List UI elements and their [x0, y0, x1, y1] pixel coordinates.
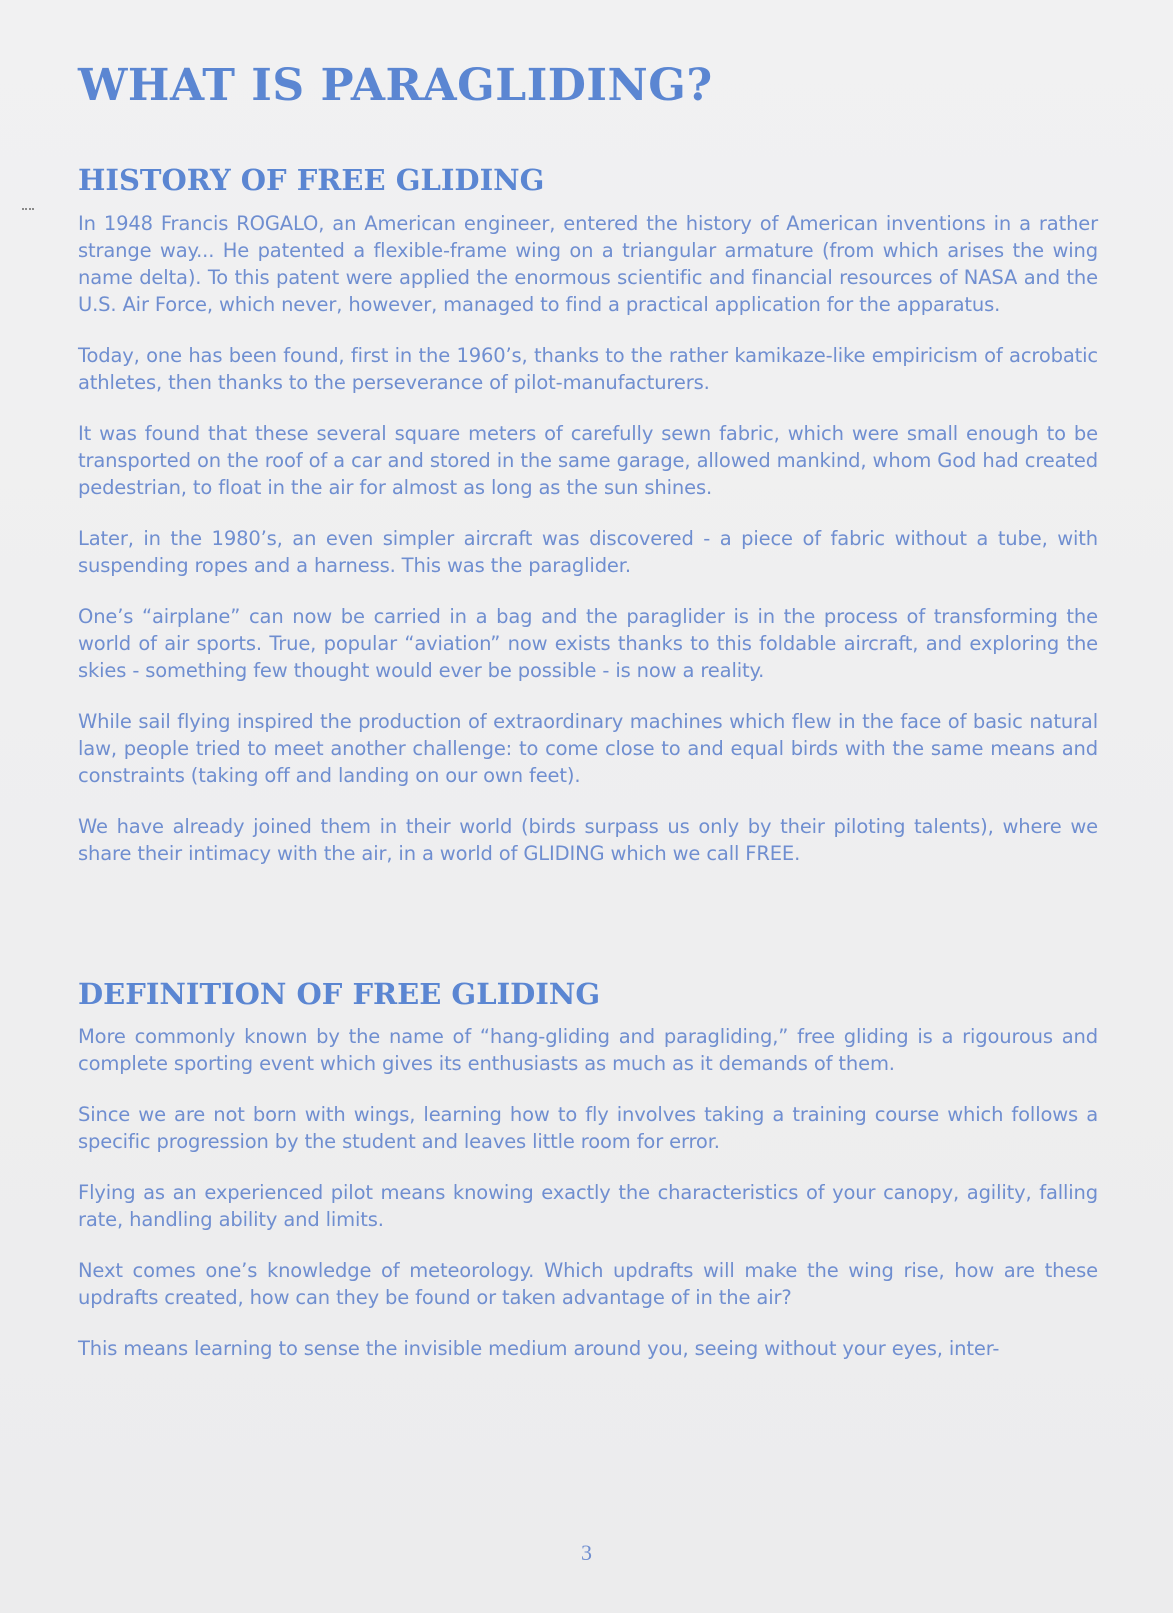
- section-heading-definition: DEFINITION OF FREE GLIDING: [78, 976, 601, 1011]
- history-paragraph-4: Later, in the 1980’s, an even simpler aircraft was discovered - a piece of fabric without a tube, with suspending ropes and a harness. This was the paraglider.: [78, 526, 1098, 577]
- history-paragraph-6: While sail flying inspired the production of extraordinary machines which flew in the face of basic natural law, people tried to meet another challenge: to come close to and equal birds with the same means and constraints (taking off and landing on our own feet).: [78, 709, 1098, 787]
- history-paragraph-1: In 1948 Francis ROGALO, an American engineer, entered the history of American inventions in a rather strange way... He patented a flexible-frame wing on a triangular armature (from which arises the wing name delta). To this patent were applied the enormous scientific and financial resources of NASA and the U.S. Air Force, which never, however, managed to find a practical application for the apparatus.: [78, 211, 1098, 316]
- definition-paragraph-4: Next comes one’s knowledge of meteorology. Which updrafts will make the wing rise, how are these updrafts created, how can they be found or taken advantage of in the air?: [78, 1259, 1098, 1310]
- page-number: 3: [581, 1540, 592, 1565]
- page-content: [78, 60, 1098, 1362]
- definition-paragraph-2: Since we are not born with wings, learning how to fly involves taking a training course which follows a specific progression by the student and leaves little room for error.: [78, 1103, 1098, 1154]
- definition-paragraph-3: Flying as an experienced pilot means knowing exactly the characteristics of your canopy, agility, falling rate, handling ability and limits.: [78, 1181, 1098, 1232]
- definition-paragraph-1: More commonly known by the name of “hang-gliding and paragliding,” free gliding is a rigourous and complete sporting event which gives its enthusiasts as much as it demands of them.: [78, 1025, 1098, 1076]
- history-paragraph-2: Today, one has been found, first in the 1960’s, thanks to the rather kamikaze-like empiricism of acrobatic athletes, then thanks to the perseverance of pilot-manufacturers.: [78, 343, 1098, 394]
- definition-paragraph-5: This means learning to sense the invisible medium around you, seeing without your eyes, inter-: [78, 1337, 1000, 1361]
- scan-mark: [22, 208, 34, 212]
- page-title: WHAT IS PARAGLIDING?: [78, 60, 713, 111]
- history-paragraph-3: It was found that these several square meters of carefully sewn fabric, which were small enough to be transported on the roof of a car and stored in the same garage, allowed mankind, whom God had created pedestrian, to float in the air for almost as long as the sun shines.: [78, 421, 1098, 499]
- history-paragraph-7: We have already joined them in their world (birds surpass us only by their piloting talents), where we share their intimacy with the air, in a world of GLIDING which we call FREE.: [78, 814, 1098, 865]
- section-heading-history: HISTORY OF FREE GLIDING: [78, 162, 545, 197]
- history-paragraph-5: One’s “airplane” can now be carried in a bag and the paraglider is in the process of transforming the world of air sports. True, popular “aviation” now exists thanks to this foldable aircraft, and exploring the skies - something few thought would ever be possible - is now a reality.: [78, 604, 1098, 682]
